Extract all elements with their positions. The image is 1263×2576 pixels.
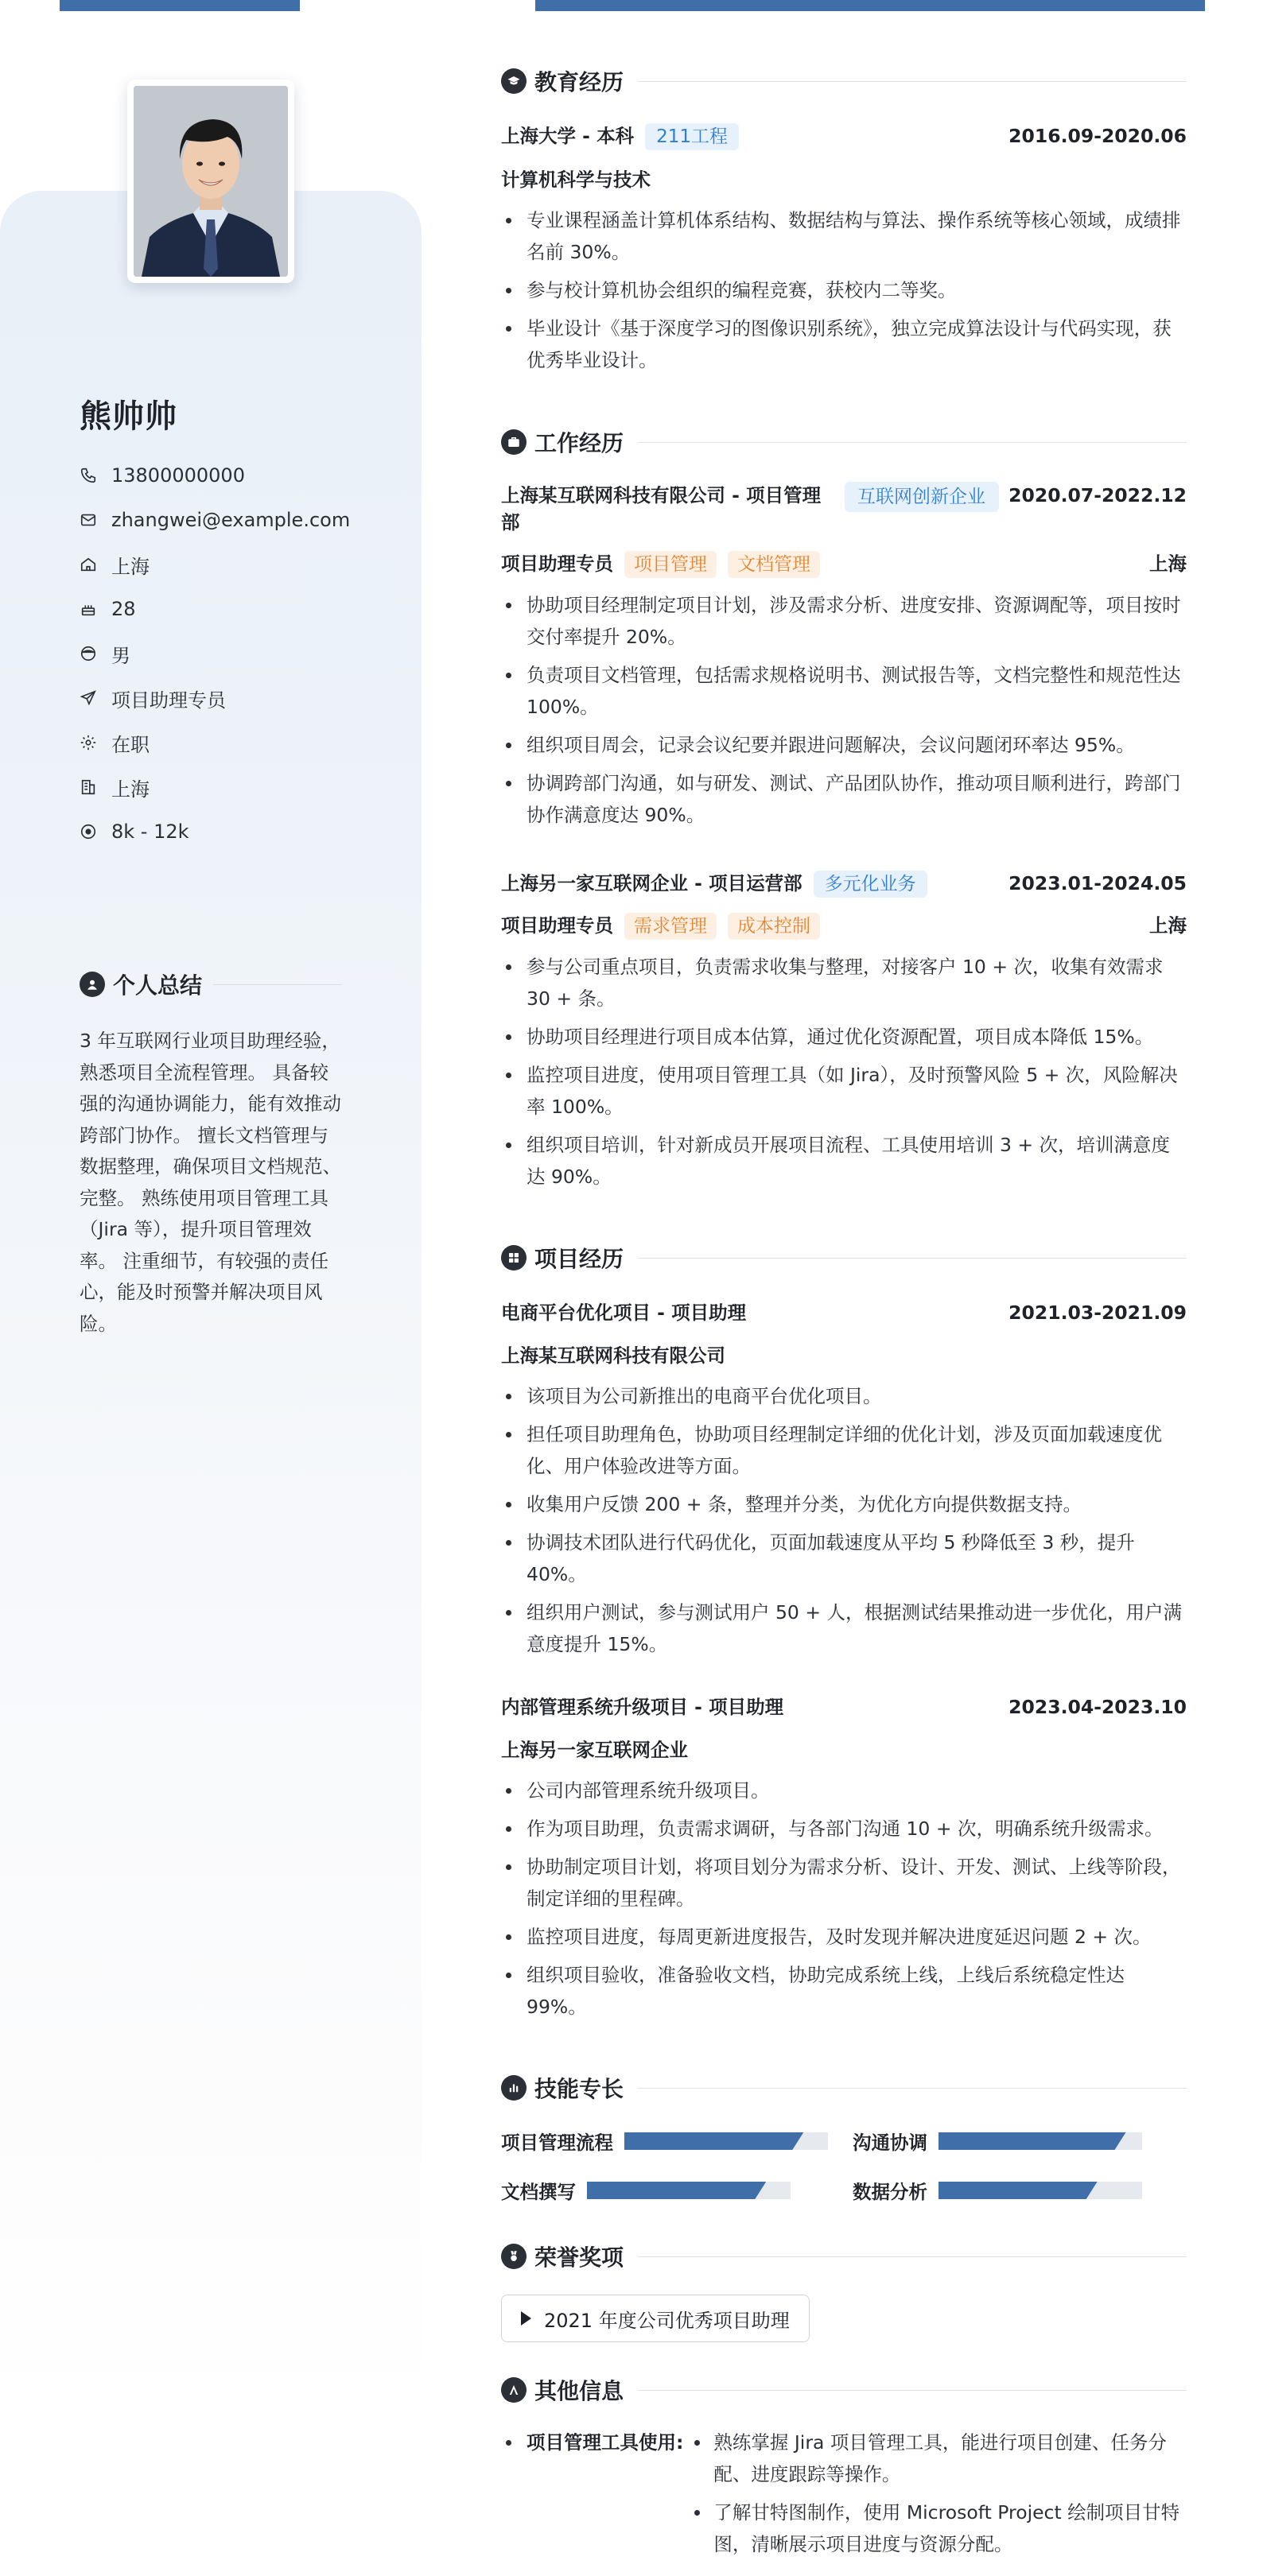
contact-info-list [80, 453, 350, 854]
skill-bar [939, 2182, 1142, 2199]
education-major: 计算机科学与技术 [501, 169, 651, 191]
other-heading [501, 2374, 1187, 2406]
avatar [127, 80, 294, 283]
project-entry-2 [501, 1693, 1187, 2029]
building-icon [80, 778, 97, 796]
info-item-position [80, 676, 350, 720]
work-heading [501, 426, 1187, 458]
list-item: 协助项目经理进行项目成本估算，通过优化资源配置，项目成本降低 15%。 [501, 1021, 1187, 1053]
skill-fill [587, 2182, 766, 2199]
awards-heading [501, 2240, 1187, 2272]
list-item: 协助项目经理制定项目计划，涉及需求分析、进度安排、资源调配等，项目按时交付率提升 20%。 [501, 589, 1187, 653]
cake-icon [80, 600, 97, 618]
list-item: 了解甘特图制作，使用 Microsoft Project 绘制项目甘特图，清晰展示项目进度与资源分配。 [686, 2496, 1187, 2560]
section-title: 技能专长 [534, 2076, 624, 2102]
list-item: 该项目为公司新推出的电商平台优化项目。 [501, 1380, 1187, 1412]
divider [638, 1258, 1187, 1259]
profile-photo [134, 86, 288, 277]
skill-bar [624, 2132, 828, 2150]
home-icon [80, 556, 97, 573]
summary-title: 个人总结 [113, 972, 203, 999]
divider [213, 984, 342, 985]
project-name: 内部管理系统升级项目 - 项目助理 [501, 1696, 784, 1718]
work-entry-1 [501, 482, 1187, 837]
project-date: 2023.04-2023.10 [1008, 1696, 1187, 1718]
status-icon [80, 734, 97, 751]
work-city: 上海 [1149, 914, 1187, 937]
summary-text: 3 年互联网行业项目助理经验，熟悉项目全流程管理。 具备较强的沟通协调能力，能有效推动跨部门协作。 擅长文档管理与数据整理，确保项目文档规范、完整。 熟练使用项目管理工具（Jira 等），提升项目管理效率。 注重细节，有较强的责任心，能及时预警并解决项目风险。 [80, 1030, 341, 1335]
project-bullets [501, 1380, 1187, 1660]
role-title: 项目助理专员 [501, 914, 613, 937]
project-name: 电商平台优化项目 - 项目助理 [501, 1302, 747, 1324]
list-item: 组织项目培训，针对新成员开展项目流程、工具使用培训 3 + 次，培训满意度达 90%。 [501, 1129, 1187, 1193]
section-title: 工作经历 [534, 430, 624, 456]
project-bullets [501, 1775, 1187, 2023]
salary-icon [80, 823, 97, 840]
info-text: 在职 [111, 733, 150, 756]
info-text: zhangwei@example.com [111, 509, 351, 531]
list-item: 专业课程涵盖计算机体系结构、数据结构与算法、操作系统等核心领域，成绩排名前 30%。 [501, 204, 1187, 268]
school-tag: 211工程 [645, 123, 739, 150]
list-item: 参与校计算机协会组织的编程竞赛，获校内二等奖。 [501, 274, 1187, 306]
info-icon [501, 2377, 527, 2403]
list-item: 协助制定项目计划，将项目划分为需求分析、设计、开发、测试、上线等阶段，制定详细的里程碑。 [501, 1851, 1187, 1915]
skill-fill [624, 2132, 803, 2150]
medal-icon [501, 2244, 527, 2269]
education-date: 2016.09-2020.06 [1008, 125, 1187, 147]
skill-item [501, 2177, 791, 2204]
work-city: 上海 [1149, 553, 1187, 575]
skill-name: 项目管理流程 [501, 2132, 613, 2154]
info-text: 13800000000 [111, 464, 245, 487]
project-entry-1 [501, 1299, 1187, 1666]
list-item: 协调跨部门沟通，如与研发、测试、产品团队协作，推动项目顺利进行，跨部门协作满意度达 90%。 [501, 767, 1187, 831]
divider [638, 2390, 1187, 2391]
info-item-address [80, 542, 350, 587]
skill-tag: 需求管理 [624, 913, 717, 940]
skill-bar [587, 2182, 791, 2199]
skill-item [853, 2177, 1142, 2204]
project-company: 上海某互联网科技有限公司 [501, 1344, 725, 1367]
info-text: 上海 [111, 778, 150, 801]
list-item: 作为项目助理，负责需求调研，与各部门沟通 10 + 次，明确系统升级需求。 [501, 1813, 1187, 1845]
info-item-age [80, 587, 350, 631]
summary-heading [80, 968, 342, 1000]
list-item: 监控项目进度，每周更新进度报告，及时发现并解决进度延迟问题 2 + 次。 [501, 1921, 1187, 1953]
mail-icon [80, 511, 97, 529]
play-triangle-icon [521, 2311, 531, 2326]
award-text: 2021 年度公司优秀项目助理 [544, 2309, 790, 2332]
other-list [686, 2427, 1187, 2566]
skill-name: 数据分析 [853, 2181, 927, 2203]
list-item: 担任项目助理角色，协助项目经理制定详细的优化计划，涉及页面加载速度优化、用户体验改进等方面。 [501, 1418, 1187, 1482]
skill-fill [939, 2182, 1098, 2199]
list-item: 熟练掌握 Jira 项目管理工具，能进行项目创建、任务分配、进度跟踪等操作。 [686, 2427, 1187, 2490]
top-accent-bar-right [535, 0, 1205, 11]
info-text: 上海 [111, 555, 150, 578]
company-tag: 多元化业务 [814, 871, 927, 898]
list-item: 参与公司重点项目，负责需求收集与整理，对接客户 10 + 次，收集有效需求 30 + 条。 [501, 951, 1187, 1014]
skill-name: 沟通协调 [853, 2132, 927, 2154]
info-item-phone [80, 453, 350, 498]
gender-icon [80, 645, 97, 662]
section-title: 其他信息 [534, 2378, 624, 2404]
education-entry [501, 122, 1187, 382]
bar-chart-icon [501, 2075, 527, 2101]
info-item-email [80, 498, 350, 542]
work-date: 2023.01-2024.05 [1008, 872, 1187, 894]
grid-icon [501, 1245, 527, 1271]
company-name: 上海某互联网科技有限公司 - 项目管理部 [501, 484, 822, 533]
education-bullets [501, 204, 1187, 376]
list-item: 负责项目文档管理，包括需求规格说明书、测试报告等，文档完整性和规范性达 100%。 [501, 659, 1187, 723]
info-text: 28 [111, 598, 136, 620]
list-item: 组织用户测试，参与测试用户 50 + 人，根据测试结果推动进一步优化，用户满意度提升 15%。 [501, 1596, 1187, 1660]
skill-bar [939, 2132, 1142, 2150]
briefcase-icon [501, 429, 527, 455]
info-item-salary [80, 809, 350, 854]
skill-name: 文档撰写 [501, 2181, 576, 2203]
list-item: 协调技术团队进行代码优化，页面加载速度从平均 5 秒降低至 3 秒，提升 40%。 [501, 1527, 1187, 1590]
education-heading [501, 65, 1187, 97]
role-title: 项目助理专员 [501, 553, 613, 575]
work-entry-2 [501, 870, 1187, 1199]
work-bullets [501, 951, 1187, 1193]
section-title: 荣誉奖项 [534, 2244, 624, 2271]
info-text: 男 [111, 644, 130, 667]
divider [638, 2256, 1187, 2257]
skill-tag: 文档管理 [728, 551, 820, 578]
top-accent-bar-left [60, 0, 300, 11]
other-info [501, 2427, 1187, 2566]
project-date: 2021.03-2021.09 [1008, 1302, 1187, 1324]
school-name: 上海大学 - 本科 [501, 125, 635, 147]
skill-tag: 成本控制 [728, 913, 820, 940]
section-title: 项目经历 [534, 1246, 624, 1272]
skill-item [501, 2128, 828, 2155]
divider [638, 442, 1187, 443]
info-item-gender [80, 631, 350, 676]
list-item: 毕业设计《基于深度学习的图像识别系统》，独立完成算法设计与代码实现，获优秀毕业设计。 [501, 312, 1187, 376]
list-item: 公司内部管理系统升级项目。 [501, 1775, 1187, 1806]
project-company: 上海另一家互联网企业 [501, 1739, 688, 1761]
company-name: 上海另一家互联网企业 - 项目运营部 [501, 872, 802, 894]
award-toggle[interactable] [501, 2295, 810, 2342]
info-text: 项目助理专员 [111, 689, 226, 712]
list-item: 组织项目验收，准备验收文档，协助完成系统上线，上线后系统稳定性达 99%。 [501, 1959, 1187, 2023]
phone-icon [80, 467, 97, 484]
divider [638, 81, 1187, 82]
list-item: 组织项目周会，记录会议纪要并跟进问题解决，会议问题闭环率达 95%。 [501, 729, 1187, 761]
skills-heading [501, 2072, 1187, 2104]
skill-item [853, 2128, 1142, 2155]
info-item-status [80, 720, 350, 765]
user-icon [80, 972, 105, 997]
list-item: 监控项目进度，使用项目管理工具（如 Jira），及时预警风险 5 + 次，风险解决率 100%。 [501, 1059, 1187, 1123]
info-item-city [80, 765, 350, 809]
info-text: 8k - 12k [111, 821, 189, 843]
projects-heading [501, 1242, 1187, 1274]
graduation-cap-icon [501, 68, 527, 94]
skill-tag: 项目管理 [624, 551, 717, 578]
send-icon [80, 689, 97, 707]
work-bullets [501, 589, 1187, 831]
profile-name: 熊帅帅 [80, 398, 177, 435]
company-tag: 互联网创新企业 [845, 482, 999, 512]
work-date: 2020.07-2022.12 [1008, 484, 1187, 506]
section-title: 教育经历 [534, 69, 624, 95]
skill-fill [939, 2132, 1126, 2150]
list-item: 收集用户反馈 200 + 条，整理并分类，为优化方向提供数据支持。 [501, 1488, 1187, 1520]
other-label: 项目管理工具使用: [501, 2427, 683, 2566]
divider [638, 2088, 1187, 2089]
